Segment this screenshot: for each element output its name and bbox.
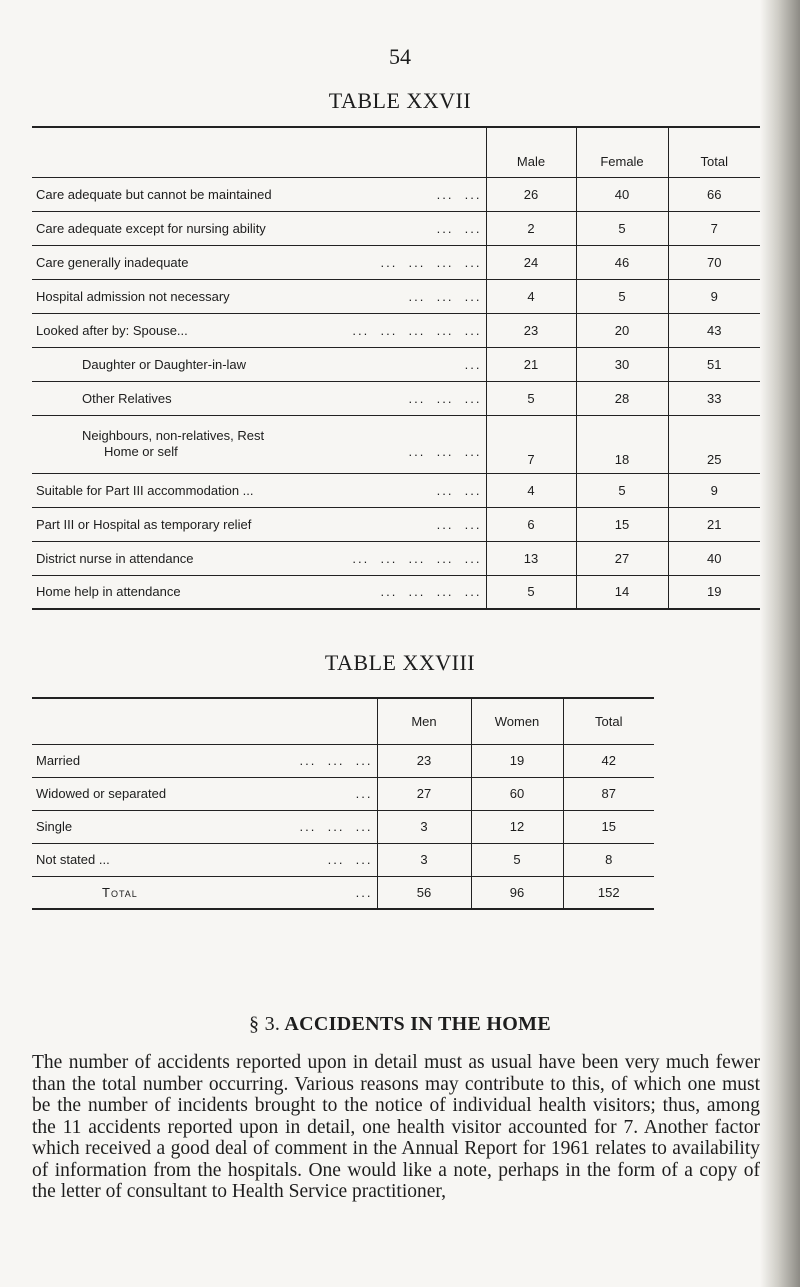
cell-women: 5 [471,843,563,876]
row-label: District nurse in attendance [36,550,194,566]
table-28-header-men: Men [377,698,471,744]
section-number: § 3. [249,1013,281,1035]
cell-total: 7 [668,211,760,245]
cell-male: 4 [486,279,576,313]
table-row [32,575,760,609]
cell-male: 5 [486,381,576,415]
leader-dots: ... [355,786,373,801]
leader-dots: ... ... ... [408,444,482,459]
leader-dots: ... ... [436,482,482,498]
leader-dots: ... [464,356,482,372]
cell-female: 27 [576,541,668,575]
cell-female: 5 [576,279,668,313]
table-28-header-total: Total [563,698,654,744]
table-28-header-women: Women [471,698,563,744]
table-row [32,313,760,347]
row-label-line-1: Neighbours, non-relatives, Rest [82,428,265,443]
cell-female: 40 [576,177,668,211]
cell-total: 21 [668,507,760,541]
table-row [32,777,654,810]
leader-dots: ... ... ... ... [380,254,482,270]
table-28 [32,697,654,910]
body-paragraph: The number of accidents reported upon in detail must as usual have been very much fewer than the total number occurring. Various reasons may contribute to this, of which one must be the number of incidents brought to the notice of individual health visitors; thus, among the 11 accidents reported upon in detail, one health visitor accounted for 7. Another factor which received a good deal of comment in the Annual Report for 1961 relates to availability of information from the hospitals. One would like a note, perhaps in the form of a copy of the letter of consultant to Health Service practitioner, [32,1052,760,1202]
row-label: Widowed or separated [36,786,167,801]
row-label: Suitable for Part III accommodation ... [36,482,254,498]
cell-male: 21 [486,347,576,381]
cell-total: 33 [668,381,760,415]
leader-dots: ... ... ... [408,288,482,304]
cell-female: 18 [576,415,668,473]
table-row [32,843,654,876]
cell-total: 70 [668,245,760,279]
cell-total: 51 [668,347,760,381]
cell-total: 8 [563,843,654,876]
cell-female: 28 [576,381,668,415]
cell-total: 43 [668,313,760,347]
row-label: Other Relatives [82,390,172,406]
leader-dots: ... [355,884,373,900]
cell-total: 42 [563,744,654,777]
cell-male: 24 [486,245,576,279]
leader-dots: ... ... ... ... ... [352,322,482,338]
leader-dots: ... ... [436,220,482,236]
table-27-title: TABLE XXVII [328,88,472,113]
row-label: Single [36,819,73,834]
cell-male: 5 [486,575,576,609]
cell-total: 87 [563,777,654,810]
cell-female: 5 [576,211,668,245]
row-label: Not stated ... [36,852,110,867]
cell-female: 30 [576,347,668,381]
row-label: Married [36,753,81,768]
leader-dots: ... ... ... ... ... [352,550,482,566]
cell-male: 26 [486,177,576,211]
row-label: Care adequate except for nursing ability [36,220,266,236]
table-row [32,347,760,381]
cell-women: 96 [471,876,563,909]
page-edge-shadow [760,0,800,1287]
cell-total: 66 [668,177,760,211]
table-28-title: TABLE XXVIII [324,650,476,675]
row-label-line-2: Home or self [104,444,178,459]
cell-male: 4 [486,473,576,507]
cell-total: 19 [668,575,760,609]
cell-men: 27 [377,777,471,810]
table-27-header-row [32,127,760,177]
table-28-header-blank [32,698,377,744]
table-row [32,415,760,473]
cell-female: 14 [576,575,668,609]
table-row-total [32,876,654,909]
leader-dots: ... ... ... [408,390,482,406]
cell-female: 46 [576,245,668,279]
leader-dots: ... ... [436,516,482,532]
cell-total: 25 [668,415,760,473]
leader-dots: ... ... [327,852,373,867]
table-27 [32,126,760,610]
cell-female: 20 [576,313,668,347]
section-heading [0,1013,800,1036]
leader-dots: ... ... [436,186,482,202]
page-number: 54 [389,44,411,69]
table-row [32,211,760,245]
table-row [32,245,760,279]
row-label: Care adequate but cannot be maintained [36,186,272,202]
table-row [32,744,654,777]
total-label: Total [102,884,138,900]
cell-female: 5 [576,473,668,507]
table-row [32,177,760,211]
cell-men: 3 [377,843,471,876]
cell-total: 9 [668,473,760,507]
cell-women: 60 [471,777,563,810]
cell-total: 152 [563,876,654,909]
table-28-header-row [32,698,654,744]
table-row [32,810,654,843]
cell-male: 13 [486,541,576,575]
cell-men: 23 [377,744,471,777]
row-label: Part III or Hospital as temporary relief [36,516,252,532]
cell-total: 15 [563,810,654,843]
cell-male: 23 [486,313,576,347]
leader-dots: ... ... ... ... [380,584,482,600]
cell-women: 12 [471,810,563,843]
cell-total: 40 [668,541,760,575]
leader-dots: ... ... ... [299,819,373,834]
cell-women: 19 [471,744,563,777]
table-row [32,473,760,507]
cell-female: 15 [576,507,668,541]
cell-men: 56 [377,876,471,909]
table-27-header-blank [32,127,486,177]
row-label: Daughter or Daughter-in-law [82,356,247,372]
cell-male: 7 [486,415,576,473]
table-row [32,279,760,313]
table-27-header-total: Total [668,127,760,177]
table-27-header-male: Male [486,127,576,177]
cell-male: 2 [486,211,576,245]
cell-total: 9 [668,279,760,313]
table-27-header-female: Female [576,127,668,177]
row-label: Looked after by: Spouse... [36,322,188,338]
cell-men: 3 [377,810,471,843]
table-row [32,541,760,575]
leader-dots: ... ... ... [299,753,373,768]
cell-male: 6 [486,507,576,541]
row-label: Hospital admission not necessary [36,288,230,304]
row-label: Home help in attendance [36,584,181,600]
section-title: ACCIDENTS IN THE HOME [284,1013,551,1035]
row-label: Care generally inadequate [36,254,189,270]
table-row [32,507,760,541]
table-row [32,381,760,415]
